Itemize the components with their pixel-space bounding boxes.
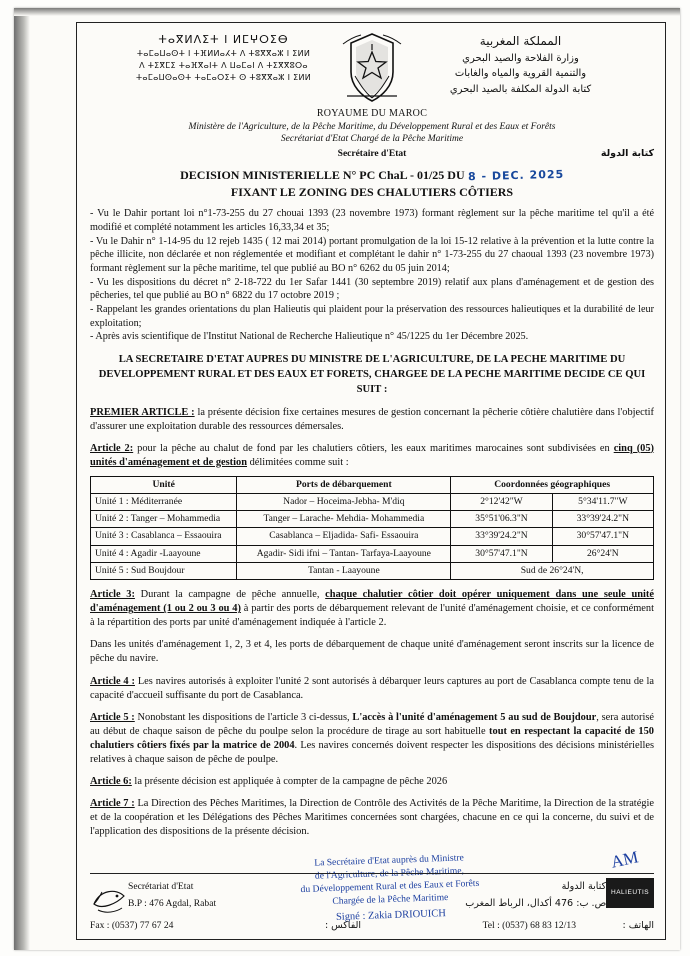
tifinagh-line-1: ⵜⴰⴳⵍⴷⵉⵜ ⵏ ⵍⵎⵖⵔⵉⴱ: [158, 33, 289, 46]
article-3-text-1: Durant la campagne de pêche annuelle,: [134, 589, 326, 601]
paper-sheet: [14, 8, 680, 950]
secretary-row: [90, 146, 654, 160]
article-2-label: Article 2:: [90, 442, 134, 454]
footer-address: B.P : 476 Agdal, Rabat: [128, 898, 217, 910]
cell-unite: Unité 5 : Sud Boujdour: [91, 563, 237, 580]
zoning-table: [90, 476, 654, 581]
th-ports: Ports de débarquement: [237, 476, 451, 493]
arabic-fax-label: الفاكس :: [324, 919, 362, 931]
scan-top-shadow: [14, 8, 680, 16]
footer-divider: [90, 873, 654, 874]
article-5-text-1: Nonobstant les dispositions de l'article 3 ci-dessus,: [134, 711, 353, 723]
preamble-item-2: - Vu le Dahir n° 1-14-95 du 12 rejeb 1435 ( 12 mai 2014) portant promulgation de la loi 15-12 relative à la prévention et la lutte contre la pêche illicite, non déclarée et non réglementée et modifiant et complétant le dahir n° 1-73-255 du 27 chaoual 1393 (23 novembre 1973) formant règlement sur la pêche maritime, tel que publié au BO n° 6262 du 05 juin 2014;: [90, 235, 654, 274]
cell-coord-1: 35°51'06.3"N: [451, 511, 552, 528]
fax-value: : (0537) 77 67 24: [106, 919, 174, 931]
article-6: [90, 775, 654, 789]
signature-line-3: du Développement Rural et des Eaux et Forêts: [300, 877, 480, 895]
cell-unite: Unité 1 : Méditerranée: [91, 493, 237, 510]
decision-authority-statement: LA SECRETAIRE D'ETAT AUPRES DU MINISTRE DE L'AGRICULTURE, DE LA PECHE MARITIME DU DEVELOPPEMENT RURAL ET DES EAUX ET FORETS, CHARGEE DE LA PECHE MARITIME DECIDE CE QUI SUIT :: [98, 354, 646, 395]
article-5-text-3: . Les navires concernés doivent respecter les dispositions des décisions ministérielles relatives à chaque saison de pêche de poulpe.: [90, 739, 655, 765]
article-1-label: PREMIER ARTICLE :: [90, 406, 195, 418]
header-arabic-block: [413, 32, 628, 97]
cell-ports: Tantan - Laayoune: [237, 563, 451, 580]
signature-line-2: de l'Agriculture, de la Pêche Maritime,: [314, 865, 465, 882]
tel-value: : (0537) 68 83 12/13: [497, 919, 576, 931]
footer-secretariat: Secrétariat d'Etat: [128, 880, 194, 892]
signature-name: Signé : Zakia DRIOUICH: [335, 907, 447, 923]
arabic-state-secretariat: كتابة الدولة المكلفة بالصيد البحري: [449, 83, 592, 95]
cell-coord-2: 33°39'24.2"N: [552, 511, 653, 528]
article-2-text: pour la pêche au chalut de fond par les chalutiers côtiers, les eaux maritimes marocaines sont subdivisées en: [133, 442, 614, 454]
article-5-emphasis-1: L'accès à l'unité d'aménagement 5 au sud de Boujdour: [352, 711, 597, 723]
footer-contact-row: [90, 920, 654, 932]
article-3-paragraph-2: Dans les unités d'aménagement 1, 2, 3 et 4, les ports de débarquement de chaque unité d'aménagement seront inscrits sur la licence de pêche du navire.: [90, 639, 654, 665]
article-4-text: Les navires autorisés à exploiter l'unité 2 sont autorisés à débarquer leurs captures au port de Casablanca compte tenu de la capacité d'accueil suffisante du port de Casablanca.: [90, 675, 654, 701]
arabic-kingdom: المملكة المغربية: [479, 34, 562, 48]
article-4: [90, 675, 654, 703]
article-7-text: La Direction des Pêches Maritimes, la Direction de Contrôle des Activités de la Pêche Maritime, la Direction de la stratégie et de la coopération et les Délégations des Pêches Maritimes concernées sont chargées, chacune en ce qui la concerne, du suivi et de l'application des dispositions de la présente décision.: [90, 797, 654, 837]
document-body: [90, 30, 654, 934]
decision-subject-line: FIXANT LE ZONING DES CHALUTIERS CÔTIERS: [230, 185, 514, 200]
cell-unite: Unité 3 : Casablanca – Essaouira: [91, 528, 237, 545]
arabic-ministry-2: والتنمية القروية والمياه والغابات: [454, 68, 587, 80]
date-stamp: 8 - DEC. 2025: [467, 168, 565, 184]
decision-title: [90, 167, 654, 200]
cell-coord-1: 30°57'47.1"N: [451, 545, 552, 562]
article-3-text-2: à partir des ports de débarquement relevant de l'unité d'aménagement choisie, et ce conformément à la répartition des ports par unité d'aménagement indiquée à l'article 2.: [90, 603, 654, 629]
table-row: [91, 493, 654, 510]
tifinagh-line-2: ⵜⴰⵎⴰⵡⴰⵙⵜ ⵏ ⵜⴼⵍⵍⴰⵃⵜ ⴷ ⵜⵓⴳⴳⴰⵣ ⵏ ⵉⵍⵍ: [136, 48, 311, 58]
preamble-item-4: - Rappelant les grandes orientations du plan Halieutis qui plaident pour la préservation des ressources halieutiques et la durabilité de leur exploitation;: [90, 304, 654, 329]
article-5-label: Article 5 :: [90, 711, 135, 723]
article-7-label: Article 7 :: [90, 797, 135, 809]
preamble-item-5: - Après avis scientifique de l'Institut National de Recherche Halieutique n° 45/1225 du 1er Décembre 2025.: [90, 331, 529, 343]
cell-unite: Unité 4 : Agadir -Laayoune: [91, 545, 237, 562]
footer-arabic-address: ص. ب: 476 أكدال، الرباط المغرب: [465, 898, 607, 910]
footer-left: [128, 878, 357, 913]
cell-coord-2: 5°34'11.7"W: [552, 493, 653, 510]
tifinagh-line-3: ⴷ ⵜⵉⴳⵎⵉ ⵜⴰⴼⴳⴰⵏⵜ ⴷ ⵡⴰⵎⴰⵏ ⴷ ⵜⵉⴳⴳⵓⵔⴰ: [139, 60, 308, 70]
royaume-du-maroc: ROYAUME DU MAROC: [316, 108, 428, 119]
article-3-label: Article 3:: [90, 589, 135, 601]
preamble-item-3: - Vu les dispositions du décret n° 2-18-722 du 1er Safar 1441 (30 septembre 2019) relatif aux plans d'aménagement et de gestion des pêcheries, tel que publié au BO n° 6822 du 17 octobre 2019 ;: [90, 276, 654, 302]
decision-number-line: DECISION MINISTERIELLE N° PC ChaL - 01/25 DU: [180, 168, 465, 183]
article-5: [90, 711, 654, 767]
footer-arabic-title: كتابة الدولة: [561, 880, 607, 892]
article-2-text-end: délimitées comme suit :: [247, 456, 349, 468]
cell-coord-1: Sud de 26°24'N,: [451, 563, 654, 580]
ministere-line: Ministère de l'Agriculture, de la Pêche Maritime, du Développement Rural et des Eaux et Forêts: [188, 121, 556, 132]
footer-right: [357, 878, 606, 913]
article-7: [90, 797, 654, 839]
article-4-label: Article 4 :: [90, 675, 135, 687]
document-header: [90, 32, 654, 104]
article-1-text: la présente décision fixe certaines mesures de gestion concernant la pêcherie côtière chalutière dans l'objectif d'assurer une exploitation durable des ressources démersales.: [90, 406, 654, 432]
header-tifinagh-block: [116, 32, 331, 84]
th-coordinates: Coordonnées géographiques: [451, 476, 654, 493]
signature-line-1: La Secrétaire d'Etat auprès du Ministre: [314, 852, 464, 869]
article-3: [90, 588, 654, 630]
cell-ports: Nador – Hoceima-Jebha- M'diq: [237, 493, 451, 510]
morocco-coat-of-arms: [341, 32, 403, 104]
cell-coord-1: 2°12'42"W: [451, 493, 552, 510]
table-row: [91, 528, 654, 545]
fax-label: Fax: [90, 919, 105, 931]
header-french-block: [90, 108, 654, 160]
article-1: [90, 406, 654, 434]
table-row: [91, 545, 654, 562]
tifinagh-line-4: ⵜⴰⵎⴰⵡⵙⴰⵙⵜ ⵜⴰⵎⴰⵔⵉⵜ ⵙ ⵜⵓⴳⴳⴰⵣ ⵏ ⵉⵍⵍ: [135, 72, 312, 82]
article-2-emphasis: cinq (05) unités d'aménagement et de gestion: [90, 442, 655, 468]
cell-coord-2: 26°24'N: [552, 545, 653, 562]
secretariat-line: Secrétariat d'Etat Chargé de la Pêche Maritime: [280, 133, 464, 144]
article-5-emphasis-2: tout en respectant la capacité de 150 chalutiers côtiers fixés par la matrice de 2004: [90, 725, 654, 751]
table-header-row: [91, 476, 654, 493]
cell-coord-2: 30°57'47.1"N: [552, 528, 653, 545]
halieutis-logo: HALIEUTIS: [606, 878, 654, 908]
cell-ports: Casablanca – Eljadida- Safi- Essaouira: [237, 528, 451, 545]
arabic-tel-label: الهاتف :: [622, 919, 654, 931]
article-2: [90, 442, 654, 470]
article-6-label: Article 6:: [90, 775, 132, 787]
preamble-item-1: - Vu le Dahir portant loi n°1-73-255 du 27 chouai 1393 (23 novembre 1973) formant règlement sur la pêche maritime tel qu'il a été modifié et complété notamment les articles 16,33,34 et 35;: [90, 208, 654, 233]
halieutis-left-logo: [90, 878, 128, 918]
handwritten-paraph: AM: [608, 847, 640, 872]
scan-edge-shadow: [14, 8, 30, 950]
cell-coord-1: 33°39'24.2"N: [451, 528, 552, 545]
cell-unite: Unité 2 : Tanger – Mohammedia: [91, 511, 237, 528]
article-6-text: la présente décision est appliquée à compter de la campagne de pêche 2026: [131, 775, 448, 787]
arabic-ministry: وزارة الفلاحة والصيد البحري: [462, 52, 579, 64]
table-row: [91, 511, 654, 528]
arabic-secretariat-detat: كتابة الدولة: [600, 148, 654, 160]
th-unite: Unité: [91, 476, 237, 493]
document-footer: [90, 873, 654, 932]
signature-line-4: Chargée de la Pêche Maritime: [332, 891, 449, 907]
footer-grid: [90, 878, 654, 918]
article-3-emphasis: chaque chalutier côtier doit opérer uniquement dans une seule unité d'aménagement (1 ou 2 ou 3 ou 4): [90, 589, 654, 615]
tel-label: Tel: [482, 919, 495, 931]
preamble-block: [90, 207, 654, 344]
cell-ports: Tanger – Larache- Mehdia- Mohammedia: [237, 511, 451, 528]
article-5-text-2: , sera autorisé au début de chaque saison de pêche du poulpe selon la procédure de tirage au sort habituelle: [90, 711, 654, 737]
secretaire-detat: Secrétaire d'Etat: [337, 149, 407, 160]
cell-ports: Agadir- Sidi ifni – Tantan- Tarfaya-Laayoune: [237, 545, 451, 562]
table-row: [91, 563, 654, 580]
